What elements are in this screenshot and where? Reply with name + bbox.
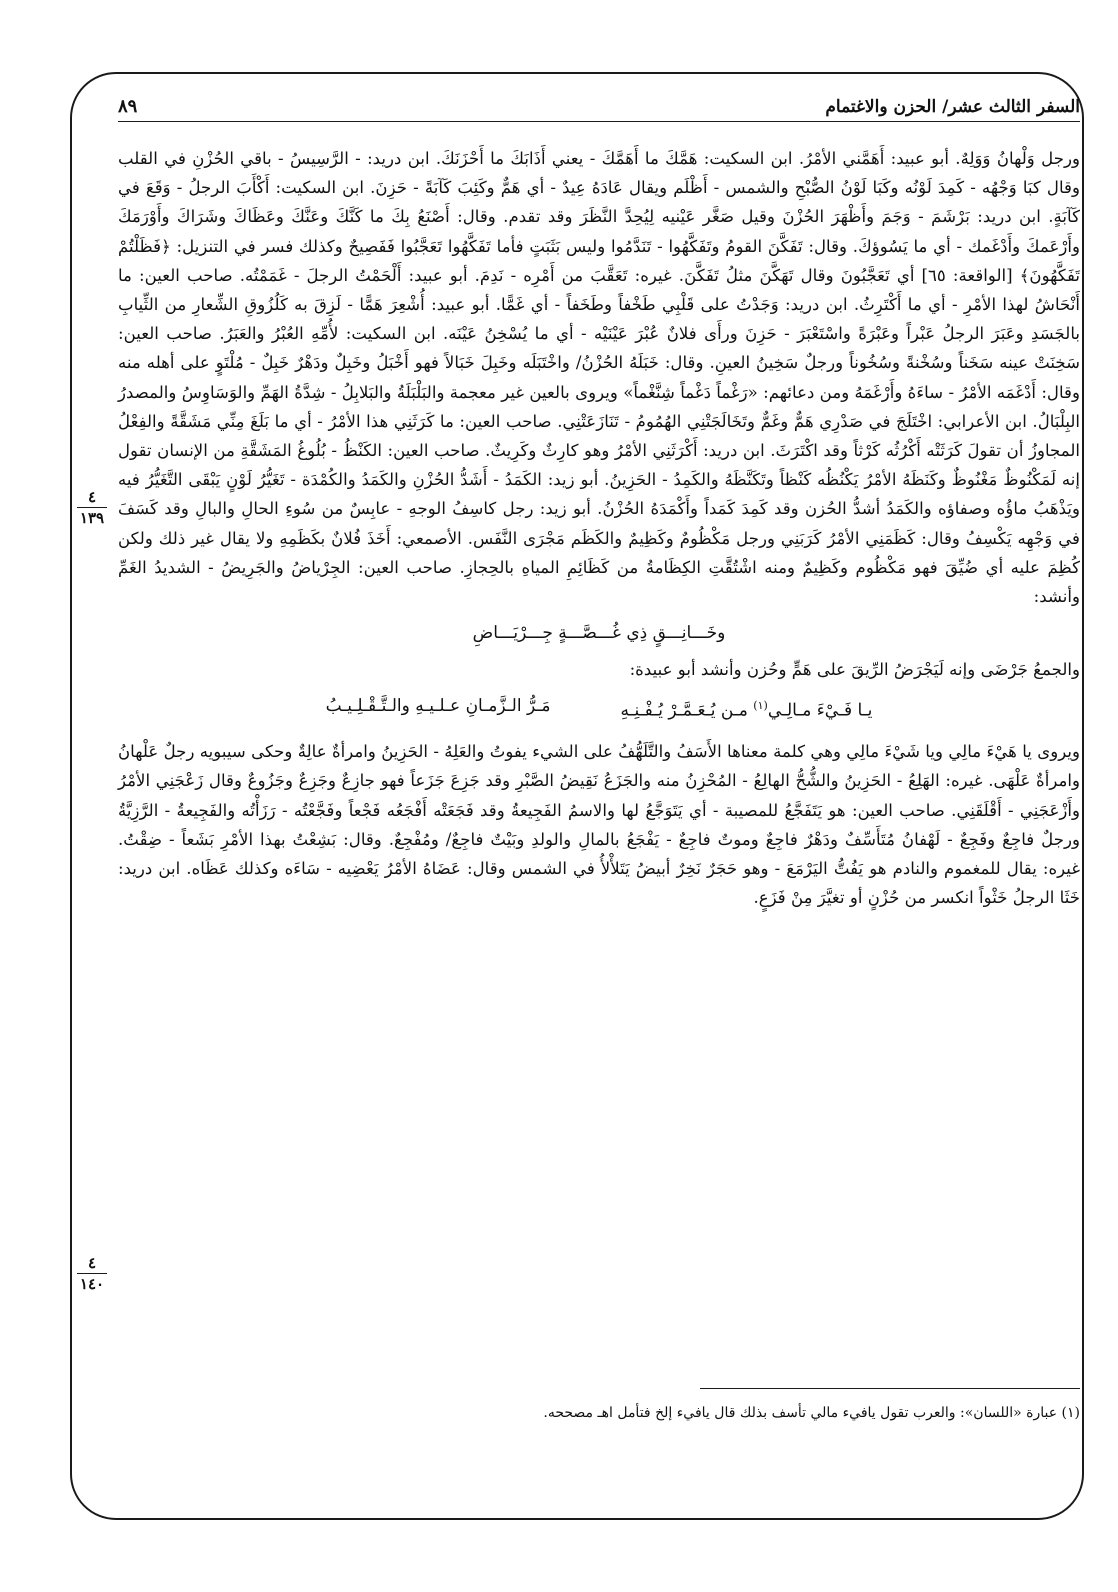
margin-note-1 <box>72 488 112 527</box>
verse-line-2 <box>118 688 1080 729</box>
page-number: ٨٩ <box>118 96 138 117</box>
page-header <box>118 86 1080 122</box>
margin-note-divider <box>77 1273 107 1274</box>
verse-part-b: مـن يُـعَـمَّـرْ يُـفْـنِـهِ <box>620 701 748 722</box>
footnote <box>118 1402 1080 1424</box>
margin-note-page: ١٤٠ <box>79 1275 105 1293</box>
verse-hemistich-first <box>620 688 872 729</box>
margin-note-divider <box>77 507 107 508</box>
verse-part-a: يـا فَـيْءَ مـالِـي <box>767 701 873 722</box>
main-text <box>118 144 1080 912</box>
margin-note-page: ١٣٩ <box>79 509 105 527</box>
margin-note-2 <box>72 1254 112 1293</box>
footnote-marker: (١) <box>1061 1405 1080 1421</box>
footnote-text: عبارة «اللسان»: والعرب تقول يافيء مالي تأسف بذلك قال يافيء إلخ فتأمل اهـ مصححه. <box>543 1405 1058 1421</box>
paragraph-2: والجمعُ جَرْضَى وإنه لَيَجْرَضُ الرِّيقَ على هَمٍّ وحُزن وأنشد أبو عبيدة: <box>629 660 1080 680</box>
paragraph-3: ويروى يا هَيْءَ مالِي ويا شَيْءَ مالِي وهي كلمة معناها الأَسَفُ والتَّلَهُّفُ على الشيء يفوتُ والعَلِهُ - الحَزِينُ وامرأةٌ عالِةٌ وحكى سيبويه رجلٌ عَلْهانُ وامرأةٌ عَلْهَى. غيره: الهَلِعُ - الحَزِينُ والشُّحُّ الهالِعُ - المُحْزِنُ منه والجَزَعُ نَقِيضُ الصَّبْرِ وقد جَزِعَ جَزَعاً فهو جازِعٌ وجَزِعٌ وجَزُوعٌ وقال زَعْجَنِي الأمْرُ وأَزْعَجَنِي - أَقْلَقَنِي. صاحب العين: هو يَتَفَجَّعُ للمصيبة - أي يَتَوَجَّعُ لها والاسمُ الفَجِيعةُ وقد فَجَعَتْه أَفْجَعُه فَجْعاً وفَجَّعْتُه - رَزَأْتُه والفَجِيعةُ - الرَّزِيَّةُ ورجلٌ فاجِعٌ وفَجِعٌ - لَهْفانُ مُتَأَسِّفٌ ودَهْرٌ فاجِعٌ وموتٌ فاجِعٌ - يَفْجَعُ بالمالِ والولدِ وبَيْتٌ فاجِعٌ/ ومُفْجِعٌ. وقال: بَشِعْتُ بهذا الأمْرِ بَشَعاً - ضِقْتُ. غيره: يقال للمغموم والنادم هو يَفُتُّ اليَرْمَعَ - وهو حَجَرٌ نَخِرٌ أبيضُ يَتَلأْلأُ في الشمس وقال: عَضَاهُ الأمْرُ يَعْضِيه - سَاءَه وكذلك عَظَاه. ابن دريد: خَثَا الرجلُ خَثْواً انكسر من حُزْنٍ أو تغيَّرَ مِنْ فَزَعٍ. <box>118 742 1080 908</box>
footnote-separator <box>700 1388 1080 1389</box>
margin-note-volume: ٤ <box>87 488 97 506</box>
verse-line-1: وخَـــانِـــقٍ ذِي غُـــصَّـــةٍ جِـــرْيَـــاضِ <box>472 623 726 644</box>
verse-hemistich-second: مَـرُّ الـزَّمـانِ عـلـيـهِ والـتَّـقْـلِـيـبُ <box>325 696 551 717</box>
margin-note-volume: ٤ <box>87 1254 97 1272</box>
paragraph-1: ورجل وَلْهانُ وَوَلِهٌ. أبو عبيد: أَهَمَّني الأمْرُ. ابن السكيت: هَمَّكَ ما أَهَمَّكَ - يعني أَذَابَكَ ما أَحْزَنَكَ. ابن دريد: - الرَّسِيسُ - باقي الحُزْنِ في القلب وقال كبَا وَجْهُه - كَمِدَ لَوْنُه وكَبَا لَوْنُ الصُّبْحِ والشمس - أَظْلَم ويقال عَادَهُ عِيدٌ - أي هَمٌّ وكَئِبَ كَآبَةً - حَزِنَ. ابن السكيت: أَكْأَبَ الرجلُ - وَقَعَ في كَآبَةٍ. ابن دريد: بَرْشَمَ - وَجَمَ وأَظْهَرَ الحُزْنَ وقيل صَغَّر عَيْنيه لِيُحِدَّ النَّظَرَ وقد تقدم. وقال: أَصْنَعُ بِكَ ما كَنَّكَ وعَنَّكَ وعَظَاكَ وشَرَاكَ وأَوْرَمَكَ وأَرْعَمكَ وأَدْغَمك - أي ما يَسُوؤكَ. وقال: تَفَكَّنَ القومُ وتَفَكَّهُوا - تَنَدَّمُوا وليس بَثَبَتٍ فأما تَفَكَّهُوا تَعَجَّبُوا فَفَصِيحٌ وكذلك فسر في التنزيل: ﴿فَظَلْتُمْ تَفَكَّهُونَ﴾ [الواقعة: ٦٥] أي تَعَجَّبُونَ وقال تَهَكَّنَ مثلُ تَفَكَّنَ. غيره: تَعَقَّبَ من أَمْرِه - نَدِمَ. أبو عبيد: أَلْحَمْتُ الرجلَ - غَمَمْتُه. صاحب العين: ما أَنْحَاشُ لهذا الأمْرِ - أي ما أَكْتَرِثُ. ابن دريد: وَجَدْتُ على قَلْبِي طَخْفاً وطَخَفاً - أي غَمًّا. أبو عبيد: أُشْعِرَ هَمًّا - لَزِقَ به كَلُزُوقِ الشِّعارِ من الثِّيابِ بالجَسَدِ وعَبَرَ الرجلُ عَبْراً وعَبْرَةً واسْتَعْبَرَ - حَزِنَ ورأَى فلانٌ عُبْرَ عَيْنَيْه - أي ما يُسْخِنُ عَيْنَه. ابن السكيت: لأُمِّهِ العُبْرُ والعَبَرُ. صاحب العين: سَخِنَتْ عينه سَخَناً وسُخْنةً وسُخُوناً ورجلٌ سَخِينُ العينِ. وقال: خَبَلَهُ الحُزْنُ/ واخْتَبَلَه وخَبِلَ خَبَالاً فهو أَخْبَلُ وخَبِلٌ ودَهْرٌ خَبِلٌ - مُلْتَوٍ على أهله منه وقال: أَدْغَمَه الأمْرُ - ساءَهُ وأَرْغَمَهُ ومن دعائهم: «رَغْماً دَغْماً شِنَّغْماً» ويروى بالعين غير معجمة والبَلْبَلَةُ والبَلابِلُ - شِدَّةُ الهَمِّ والوَسَاوِسُ والمصدرُ البِلْبَالُ. ابن الأعرابي: اخْتَلَجَ في صَدْرِي هَمٌّ وغَمٌّ وتَخَالَجَتْنِي الهُمُومُ - تَنَازَعَتْنِي. صاحب العين: ما كَرَثَنِي هذا الأمْرُ - أي ما بَلَغَ مِنِّي مَشَقَّةً والفِعْلُ المجاوزُ أن تقولَ كَرَثَتْه أَكْرُثُه كَرْثاً وقد اكْتَرَثَ. ابن دريد: أَكْرَثَنِي الأمْرُ وهو كارِثٌ وكَرِيثٌ. صاحب العين: الكَنْظُ - بُلُوغُ المَشَقَّةِ من الإنسان تقول إنه لَمَكْنُوظٌ مَغْنُوظٌ وكَنَظَهُ الأمْرُ يَكْنُظُه كَنْظاً وتَكَنَّظَهُ والكَمِدُ - الحَزِينُ. أبو زيد: الكَمَدُ - أَشَدُّ الحُزْنِ والكَمَدُ والكُمْدَة - تَغَيُّرُ لَوْنٍ يَبْقَى التَّغَيُّرُ فيه ويَذْهَبُ ماؤُه وصفاؤه والكَمَدُ أشدُّ الحُزن وقد كَمِدَ كَمَداً وأَكْمَدَهُ الحُزْنُ. أبو زيد: رجل كاسِفُ الوجهِ - عابِسٌ من سُوءِ الحالِ والبالِ وقد كَسَفَ في وَجْهِه يَكْسِفُ وقال: كَظَمَنِي الأمْرُ كَرَبَنِي ورجل مَكْظُومٌ وكَظِيمٌ والكَظَم مَجْرَى النَّفَس. الأصمعي: أَخَذَ فُلانٌ بكَظَمِهِ ولا يقال غير ذلك ولكن كُظِمَ عليه أي ضُيِّقَ فهو مَكْظُوم وكَظِيمٌ ومنه اشْتُقَّتِ الكِظَامةُ من كَظَائِمِ المياهِ بالحِجازِ. صاحب العين: الجِرْياضُ والجَرِيضُ - الشديدُ الغَمِّ وأنشد: <box>118 149 1080 607</box>
running-title: السفر الثالث عشر/ الحزن والاغتمام <box>825 97 1080 117</box>
footnote-reference[interactable]: (١) <box>753 699 768 713</box>
